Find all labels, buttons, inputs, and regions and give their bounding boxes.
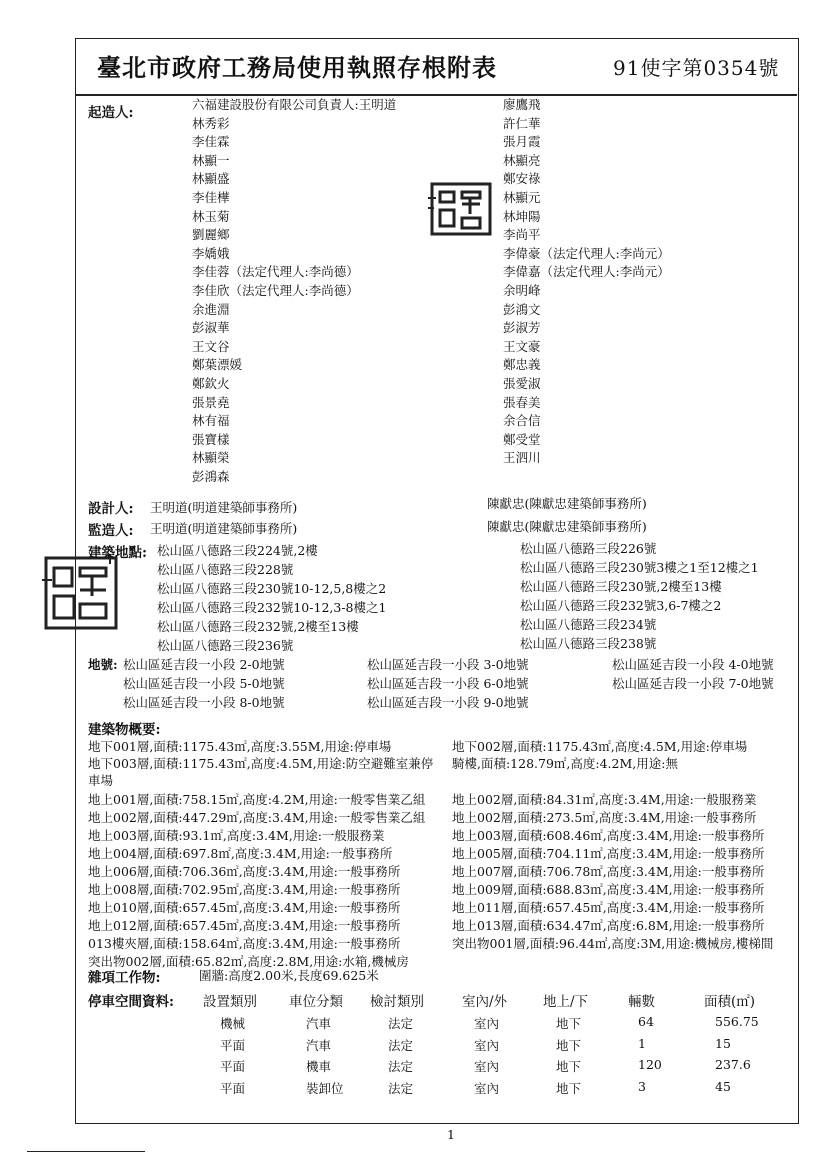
parking-header: 地上/下 — [543, 994, 589, 1010]
owner-name: 鄭葉漂媛 — [192, 357, 243, 373]
overview-row-left: 地下001層,面積:1175.43㎡,高度:3.55M,用途:停車場 — [88, 739, 392, 754]
parking-cell: 機車 — [306, 1059, 332, 1074]
owner-name: 余進淵 — [192, 301, 230, 317]
designer-left: 王明道(明道建築師事務所) — [150, 500, 298, 515]
owner-name: 李偉豪（法定代理人:李尚元） — [503, 245, 670, 261]
owner-name: 林坤陽 — [503, 208, 541, 224]
parking-cell: 1 — [638, 1035, 646, 1051]
overview-row-right: 地上009層,面積:688.83㎡,高度:3.4M,用途:一般事務所 — [452, 882, 765, 897]
overview-row-right: 地下002層,面積:1175.43㎡,高度:4.5M,用途:停車場 — [452, 739, 748, 754]
overview-row-right: 地上002層,面積:273.5㎡,高度:3.4M,用途:一般事務所 — [452, 810, 757, 825]
parking-header: 設置類別 — [203, 994, 257, 1010]
owner-name: 廖鷹飛 — [503, 97, 541, 112]
overview-row-left: 地上004層,面積:697.8㎡,高度:3.4M,用途:一般事務所 — [88, 846, 393, 861]
owner-name: 余合信 — [503, 413, 541, 429]
parking-cell: 法定 — [388, 1016, 414, 1031]
page-number: 1 — [447, 1127, 455, 1142]
owner-name: 張景堯 — [192, 394, 230, 410]
owner-name: 李佳霖 — [192, 134, 230, 150]
overview-row-right: 地上002層,面積:84.31㎡,高度:3.4M,用途:一般服務業 — [452, 792, 757, 807]
overview-row-left: 地下003層,面積:1175.43㎡,高度:4.5M,用途:防空避難室兼停 — [88, 756, 434, 771]
overview-row-right: 地上003層,面積:608.46㎡,高度:3.4M,用途:一般事務所 — [452, 828, 765, 843]
overview-row-right: 地上007層,面積:706.78㎡,高度:3.4M,用途:一般事務所 — [452, 864, 765, 879]
owner-name: 林秀彩 — [192, 115, 230, 131]
overview-row-left: 車場 — [88, 773, 114, 788]
overview-row-left: 地上002層,面積:447.29㎡,高度:3.4M,用途:一般零售業乙組 — [88, 810, 426, 825]
overview-row-left: 地上008層,面積:702.95㎡,高度:3.4M,用途:一般事務所 — [88, 882, 401, 897]
owner-name: 李佳欣（法定代理人:李尚德） — [192, 283, 359, 298]
parking-header: 室內/外 — [462, 994, 508, 1010]
misc-works-label: 雜項工作物: — [88, 970, 161, 986]
site-address-item: 松山區八德路三段236號 — [157, 638, 294, 653]
site-address-item: 松山區八德路三段230號3樓之1至12樓之1 — [520, 560, 759, 575]
document-title: 臺北市政府工務局使用執照存根附表 — [97, 53, 497, 82]
owner-name: 李佳樺 — [192, 190, 230, 205]
overview-row-left: 地上006層,面積:706.36㎡,高度:3.4M,用途:一般事務所 — [88, 864, 401, 879]
owner-name: 張春美 — [503, 394, 541, 410]
owner-name: 林顯元 — [503, 190, 541, 205]
designer-label: 設計人: — [88, 501, 134, 517]
owner-name: 李尚平 — [503, 227, 541, 243]
owner-name: 王文谷 — [192, 338, 230, 354]
site-address-item: 松山區八德路三段232號3,6-7樓之2 — [520, 598, 722, 613]
supervisor-right: 陳獻忠(陳獻忠建築師事務所) — [487, 519, 647, 534]
parking-cell: 平面 — [220, 1059, 246, 1074]
owner-name: 張寶樣 — [192, 431, 230, 447]
site-address-item: 松山區八德路三段224號,2樓 — [157, 543, 318, 558]
owner-name: 鄭欽火 — [192, 376, 230, 391]
parking-cell: 室內 — [474, 1037, 500, 1053]
overview-row-right: 騎樓,面積:128.79㎡,高度:4.2M,用途:無 — [452, 756, 678, 771]
owner-name: 鄭安祿 — [503, 171, 541, 187]
parking-cell: 法定 — [388, 1037, 414, 1053]
misc-works-value: 圍牆:高度2.00米,長度69.625米 — [199, 968, 379, 983]
owner-name: 劉麗鄉 — [192, 227, 230, 243]
parking-cell: 室內 — [474, 1059, 500, 1074]
land-number-item: 松山區延吉段一小段 4-0地號 — [612, 657, 774, 672]
owner-name: 彭淑芳 — [503, 320, 541, 336]
site-address-item: 松山區八德路三段230號,2樓至13樓 — [520, 579, 722, 594]
owner-name: 張月霞 — [503, 134, 541, 150]
parking-cell: 地下 — [556, 1037, 582, 1053]
owner-name: 鄭受堂 — [503, 431, 541, 447]
land-number-item: 松山區延吉段一小段 2-0地號 — [123, 657, 285, 672]
owner-name: 李偉嘉（法定代理人:李尚元） — [503, 264, 670, 280]
owners-label: 起造人: — [88, 105, 134, 121]
parking-cell: 汽車 — [306, 1037, 332, 1053]
land-number-item: 松山區延吉段一小段 9-0地號 — [367, 695, 529, 710]
site-address-item: 松山區八德路三段238號 — [520, 636, 657, 651]
overview-row-right: 地上005層,面積:704.11㎡,高度:3.4M,用途:一般事務所 — [452, 846, 765, 861]
parking-cell: 64 — [638, 1014, 654, 1029]
site-address-item: 松山區八德路三段232號10-12,3-8樓之1 — [157, 600, 387, 615]
parking-cell: 地下 — [556, 1059, 582, 1074]
owner-name: 林有福 — [192, 413, 230, 429]
parking-cell: 120 — [638, 1057, 662, 1072]
owner-name: 林顯一 — [192, 152, 230, 168]
supervisor-left: 王明道(明道建築師事務所) — [150, 521, 298, 536]
overview-row-left: 地上001層,面積:758.15㎡,高度:4.2M,用途:一般零售業乙組 — [88, 792, 426, 807]
site-address-item: 松山區八德路三段234號 — [520, 617, 657, 632]
building-overview-label: 建築物概要: — [88, 722, 161, 738]
owner-name: 林玉菊 — [192, 208, 230, 224]
overview-row-left: 013樓夾層,面積:158.64㎡,高度:3.4M,用途:一般事務所 — [88, 936, 401, 951]
parking-cell: 室內 — [474, 1016, 500, 1031]
parking-cell: 15 — [715, 1035, 731, 1051]
overview-row-right: 地上011層,面積:657.45㎡,高度:3.4M,用途:一般事務所 — [452, 900, 765, 915]
parking-cell: 237.6 — [715, 1057, 751, 1072]
parking-header: 面積(㎡) — [704, 994, 756, 1010]
site-address-item: 松山區八德路三段230號10-12,5,8樓之2 — [157, 581, 387, 596]
owner-name: 許仁華 — [503, 115, 541, 131]
overview-row-left: 突出物002層,面積:65.82㎡,高度:2.8M,用途:水箱,機械房 — [88, 954, 409, 969]
land-number-item: 松山區延吉段一小段 3-0地號 — [367, 657, 529, 672]
owner-name: 鄭忠義 — [503, 357, 541, 373]
owner-name: 李佳蓉（法定代理人:李尚德） — [192, 264, 359, 280]
owner-name: 李嬌娥 — [192, 245, 230, 261]
parking-cell: 法定 — [388, 1080, 414, 1096]
overview-row-left: 地上003層,面積:93.1㎡,高度:3.4M,用途:一般服務業 — [88, 828, 385, 843]
overview-row-right: 突出物001層,面積:96.44㎡,高度:3M,用途:機械房,樓梯間 — [452, 936, 774, 951]
parking-cell: 室內 — [474, 1080, 500, 1096]
overview-row-right: 地上013層,面積:634.47㎡,高度:6.8M,用途:一般事務所 — [452, 918, 765, 933]
seal-stamp-2 — [40, 550, 124, 636]
parking-header: 檢討類別 — [370, 994, 424, 1010]
site-address-item: 松山區八德路三段232號,2樓至13樓 — [157, 619, 359, 634]
parking-cell: 汽車 — [306, 1016, 332, 1031]
seal-stamp — [426, 178, 496, 240]
site-address-label: 建築地點: — [88, 545, 147, 561]
parking-cell: 裝卸位 — [306, 1080, 344, 1096]
supervisor-label: 監造人: — [88, 523, 134, 539]
owner-name: 王文豪 — [503, 338, 541, 354]
owner-name: 六福建設股份有限公司負責人:王明道 — [192, 97, 397, 112]
land-number-label: 地號: — [88, 657, 118, 672]
land-number-item: 松山區延吉段一小段 7-0地號 — [612, 676, 774, 691]
owner-name: 林顯盛 — [192, 171, 230, 187]
parking-cell: 法定 — [388, 1059, 414, 1074]
parking-cell: 地下 — [556, 1080, 582, 1096]
owner-name: 林顯榮 — [192, 450, 230, 466]
parking-cell: 機械 — [220, 1016, 246, 1031]
parking-cell: 地下 — [556, 1016, 582, 1031]
owner-name: 彭淑華 — [192, 320, 230, 336]
owner-name: 彭鴻文 — [503, 301, 541, 317]
parking-cell: 平面 — [220, 1037, 246, 1053]
owner-name: 王泗川 — [503, 450, 541, 466]
site-address-item: 松山區八德路三段226號 — [520, 541, 657, 556]
parking-cell: 556.75 — [715, 1014, 759, 1029]
owner-name: 余明峰 — [503, 283, 541, 298]
parking-cell: 3 — [638, 1078, 646, 1094]
parking-cell: 平面 — [220, 1080, 246, 1096]
designer-right: 陳獻忠(陳獻忠建築師事務所) — [487, 496, 647, 511]
land-number-item: 松山區延吉段一小段 8-0地號 — [123, 695, 285, 710]
owner-name: 彭鴻森 — [192, 469, 230, 484]
permit-number: 91使字第0354號 — [613, 56, 780, 80]
owner-name: 林顯亮 — [503, 152, 541, 168]
parking-header: 輛數 — [628, 994, 655, 1010]
overview-row-left: 地上010層,面積:657.45㎡,高度:3.4M,用途:一般事務所 — [88, 900, 401, 915]
parking-cell: 45 — [715, 1078, 731, 1094]
parking-header: 車位分類 — [289, 994, 343, 1010]
site-address-item: 松山區八德路三段228號 — [157, 562, 294, 577]
land-number-item: 松山區延吉段一小段 5-0地號 — [123, 676, 285, 691]
parking-label: 停車空間資料: — [88, 994, 174, 1010]
land-number-item: 松山區延吉段一小段 6-0地號 — [367, 676, 529, 691]
overview-row-left: 地上012層,面積:657.45㎡,高度:3.4M,用途:一般事務所 — [88, 918, 401, 933]
footer-rule — [27, 1151, 145, 1152]
owner-name: 張愛淑 — [503, 376, 541, 391]
